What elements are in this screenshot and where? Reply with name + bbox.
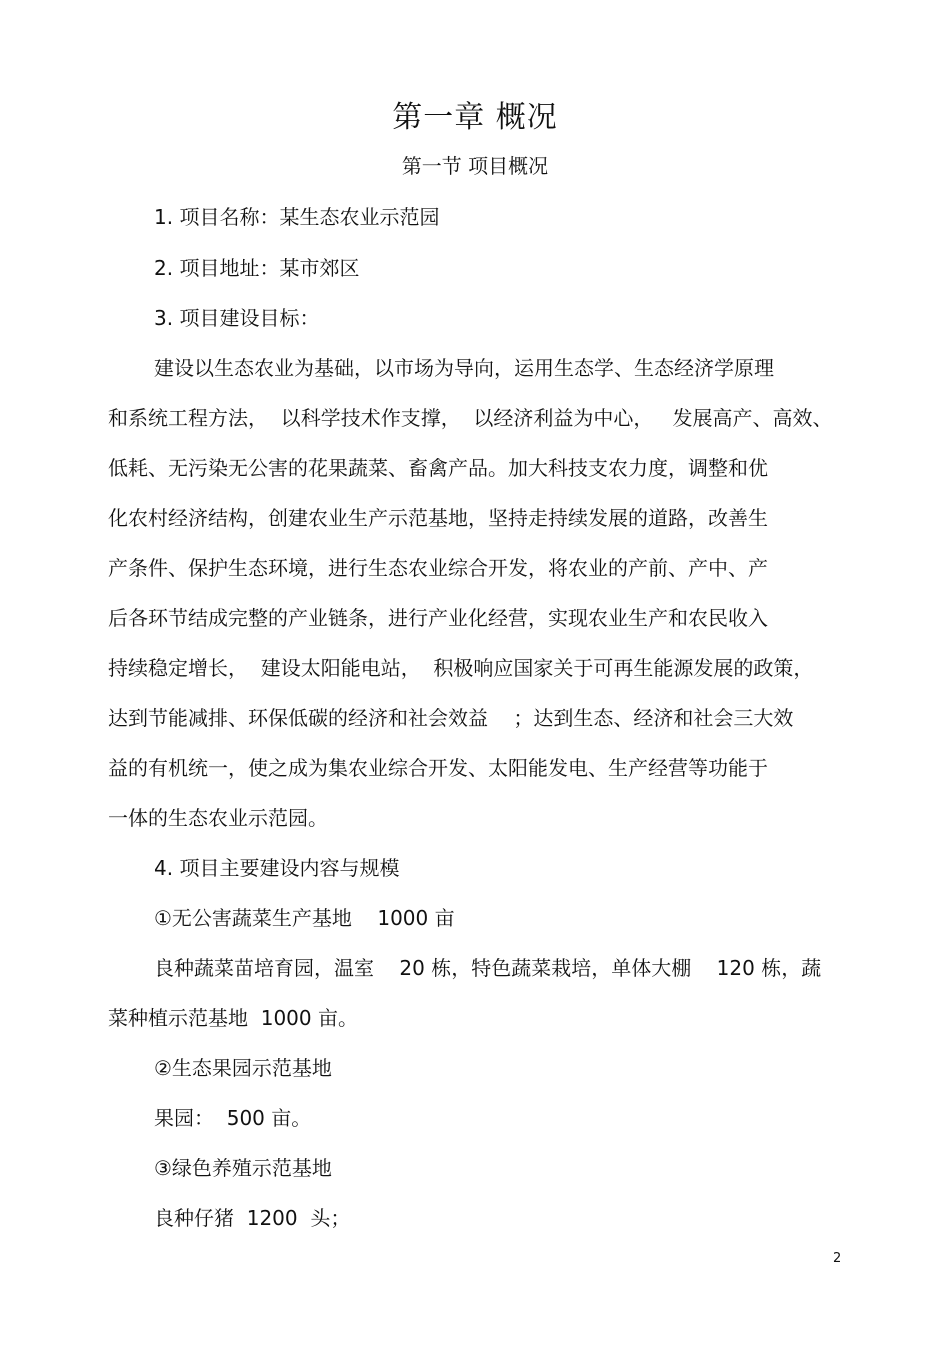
- sub1-heading: ①无公害蔬菜生产基地 1000 亩: [154, 906, 455, 930]
- sub3-text: 良种仔猪 1200 头；: [154, 1206, 351, 1230]
- sub1-text-line: 菜种植示范基地 1000 亩。: [108, 1006, 358, 1030]
- goal-paragraph-line: 达到节能减排、环保低碳的经济和社会效益 ；达到生态、经济和社会三大效: [108, 706, 794, 730]
- goal-paragraph-line: 化农村经济结构，创建农业生产示范基地，坚持走持续发展的道路，改善生: [108, 506, 768, 530]
- section-title: 第一节 项目概况: [401, 154, 549, 178]
- sub2-text: 果园： 500 亩。: [154, 1106, 312, 1130]
- goal-paragraph-line: 和系统工程方法， 以科学技术作支撑， 以经济利益为中心， 发展高产、高效、: [108, 406, 833, 430]
- item-goal-heading: 3. 项目建设目标：: [154, 306, 320, 330]
- goal-paragraph-line: 后各环节结成完整的产业链条，进行产业化经营，实现农业生产和农民收入: [108, 606, 768, 630]
- goal-paragraph-line: 低耗、无污染无公害的花果蔬菜、畜禽产品。加大科技支农力度，调整和优: [108, 456, 768, 480]
- sub3-heading: ③绿色养殖示范基地: [154, 1156, 332, 1180]
- goal-paragraph-line: 产条件、保护生态环境，进行生态农业综合开发，将农业的产前、产中、产: [108, 556, 768, 580]
- goal-paragraph-line: 持续稳定增长， 建设太阳能电站， 积极响应国家关于可再生能源发展的政策，: [108, 656, 814, 680]
- goal-paragraph-line: 建设以生态农业为基础，以市场为导向，运用生态学、生态经济学原理: [154, 356, 774, 380]
- item-project-address: 2. 项目地址：某市郊区: [154, 256, 360, 280]
- item-project-name: 1. 项目名称：某生态农业示范园: [154, 205, 440, 229]
- sub2-heading: ②生态果园示范基地: [154, 1056, 332, 1080]
- chapter-title: 第一章 概况: [392, 100, 558, 135]
- goal-paragraph-line: 益的有机统一，使之成为集农业综合开发、太阳能发电、生产经营等功能于: [108, 756, 768, 780]
- page-number: 2: [833, 1251, 842, 1266]
- content-heading: 4. 项目主要建设内容与规模: [154, 856, 400, 880]
- sub1-text-line: 良种蔬菜苗培育园，温室 20 栋，特色蔬菜栽培，单体大棚 120 栋，蔬: [154, 956, 822, 980]
- goal-paragraph-line: 一体的生态农业示范园。: [108, 806, 328, 830]
